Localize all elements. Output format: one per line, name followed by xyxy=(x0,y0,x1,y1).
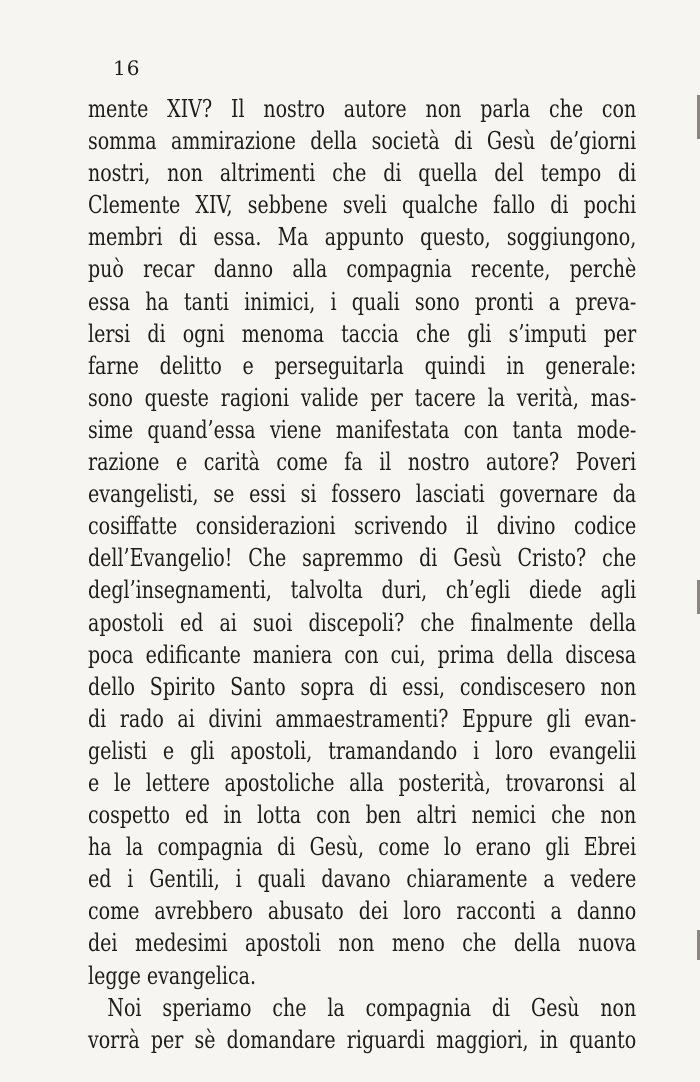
text-line: degl’insegnamenti, talvolta duri, ch’egli diede agli xyxy=(88,576,637,605)
text-line: gelisti e gli apostoli, tramandando i loro evangelii xyxy=(88,736,637,765)
text-line: come avrebbero abusato dei loro racconti a danno xyxy=(88,897,637,926)
text-line: ha la compagnia di Gesù, come lo erano gli Ebrei xyxy=(88,833,637,862)
text-line: ed i Gentili, i quali davano chiaramente a vedere xyxy=(88,865,637,894)
text-line: membri di essa. Ma appunto questo, soggiungono, xyxy=(88,223,637,252)
text-line: Clemente XIV, sebbene sveli qualche fallo di pochi xyxy=(88,191,637,220)
text-line: apostoli ed ai suoi discepoli? che finalmente della xyxy=(88,608,637,637)
text-line: poca edificante maniera con cui, prima della discesa xyxy=(88,640,637,669)
text-line: può recar danno alla compagnia recente, perchè xyxy=(88,255,637,284)
text-line: cospetto ed in lotta con ben altri nemici che non xyxy=(88,801,637,830)
text-line: lersi di ogni menoma taccia che gli s’imputi per xyxy=(88,319,637,348)
text-line: farne delitto e perseguitarla quindi in generale: xyxy=(88,351,637,380)
text-line: razione e carità come fa il nostro autore? Poveri xyxy=(88,448,637,477)
text-line: evangelisti, se essi si fossero lasciati governare da xyxy=(88,480,637,509)
text-line: cosiffatte considerazioni scrivendo il divino codice xyxy=(88,512,637,541)
text-line: e le lettere apostoliche alla posterità, trovaronsi al xyxy=(88,768,637,797)
text-line: sime quand’essa viene manifestata con tanta mode- xyxy=(88,415,637,444)
text-line: somma ammirazione della società di Gesù de’giorni xyxy=(88,127,637,156)
page-number: 16 xyxy=(113,56,141,80)
text-line: sono queste ragioni valide per tacere la verità, mas- xyxy=(88,383,637,412)
text-line: essa ha tanti inimici, i quali sono pronti a preva- xyxy=(88,287,637,316)
text-line: Noi speriamo che la compagnia di Gesù non xyxy=(107,993,637,1022)
text-line: dell’Evangelio! Che sapremmo di Gesù Cristo? che xyxy=(88,544,637,573)
text-line: dello Spirito Santo sopra di essi, condiscesero non xyxy=(88,672,637,701)
text-line: dei medesimi apostoli non meno che della nuova xyxy=(88,929,637,958)
text-line: legge evangelica. xyxy=(88,961,256,990)
text-line: di rado ai divini ammaestramenti? Eppure gli evan- xyxy=(88,704,637,733)
body-text xyxy=(88,93,636,1056)
text-line: mente XIV? Il nostro autore non parla che con xyxy=(88,95,637,123)
text-line: nostri, non altrimenti che di quella del tempo di xyxy=(88,159,637,188)
text-line: vorrà per sè domandare riguardi maggiori, in quanto xyxy=(88,1025,637,1054)
